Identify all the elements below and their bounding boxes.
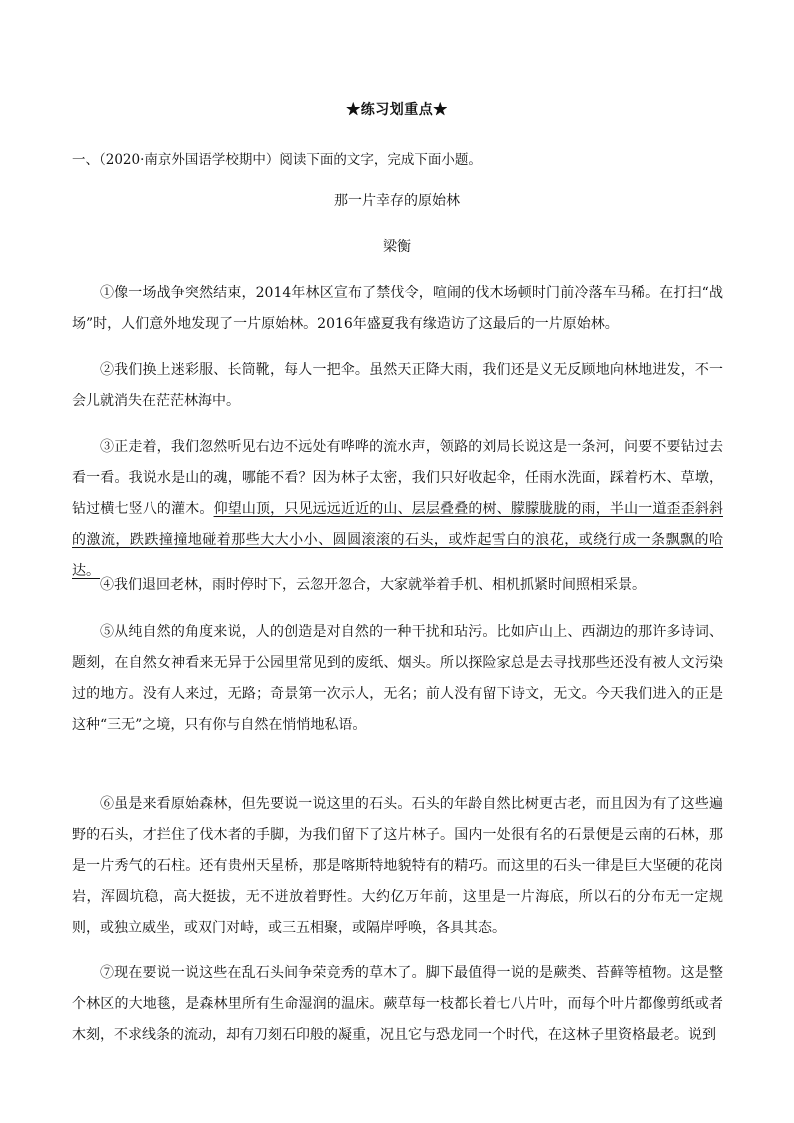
article-author: 梁衡 [383, 239, 411, 255]
paragraph-7: ⑦现在要说一说这些在乱石头间争荣竞秀的草木了。脚下最值得一说的是蕨类、苔藓等植物。这是整个林区的大地毯，是森林里所有生命湿润的温床。蕨草每一枝都长着七八片叶，而每个叶片都像剪纸或者木刻，不求线条的流动，却有刀刻石印般的凝重，况且它与恐龙同一个时代，在这林子里资格最老。说到 [72, 965, 723, 1043]
question-intro: 一、（2020·南京外国语学校期中）阅读下面的文字，完成下面小题。 [72, 152, 482, 168]
paragraph-1: ①像一场战争突然结束，2014年林区宣布了禁伐令，喧闹的伐木场顿时门前冷落车马稀。在打扫“战场”时，人们意外地发现了一片原始林。2016年盛夏我有缘造访了这最后的一片原始林。 [72, 285, 723, 332]
paragraph-4: ④我们退回老林，雨时停时下，云忽开忽合，大家就举着手机、相机抓紧时间照相采景。 [100, 577, 646, 593]
paragraph-6: ⑥虽是来看原始森林，但先要说一说这里的石头。石头的年龄自然比树更古老，而且因为有了这些遍野的石头，才拦住了伐木者的手脚，为我们留下了这片林子。国内一处很有名的石景便是云南的石林，那是一片秀气的石柱。还有贵州天星桥，那是喀斯特地貌特有的精巧。而这里的石头一律是巨大坚硬的花岗岩，浑圆坑稳，高大挺拔，无不迸放着野性。大约亿万年前，这里是一片海底，所以石的分布无一定规则，或独立威坐，或双门对峙，或三五相聚，或隔岸呼唤，各具其态。 [72, 796, 723, 936]
article-title: 那一片幸存的原始林 [334, 193, 460, 209]
paragraph-2: ②我们换上迷彩服、长筒靴，每人一把伞。虽然天正降大雨，我们还是义无反顾地向林地进发，不一会儿就消失在茫茫林海中。 [72, 362, 723, 409]
section-heading: ★练习划重点★ [346, 102, 448, 118]
paragraph-3-text: ③正走着，我们忽然听见右边不远处有哗哗的流水声，领路的刘局长说这是一条河，问要不要钻过去看一看。我说水是山的魂，哪能不看？因为林子太密，我们只好收起伞，任雨水洗面，踩着朽木、草墩，钻过横七竖八的灌木。 [72, 439, 723, 517]
paragraph-5: ⑤从纯自然的角度来说，人的创造是对自然的一种干扰和玷污。比如庐山上、西湖边的那许多诗词、题刻，在自然女神看来无异于公园里常见到的废纸、烟头。所以探险家总是去寻找那些还没有被人文污染过的地方。没有人来过，无路；奇景第一次示人，无名；前人没有留下诗文，无文。今天我们进入的正是这种“三无”之境，只有你与自然在悄悄地私语。 [72, 624, 723, 733]
paragraph-3-underlined-text: 仰望山顶，只见远远近近的山、层层叠叠的树、朦朦胧胧的雨，半山一道歪歪斜斜的激流，跌跌撞撞地碰着那些大大小小、圆圆滚滚的石头，或炸起雪白的浪花，或绕行成一条飘飘的哈达。 [72, 501, 724, 579]
paragraph-3 [72, 432, 723, 587]
